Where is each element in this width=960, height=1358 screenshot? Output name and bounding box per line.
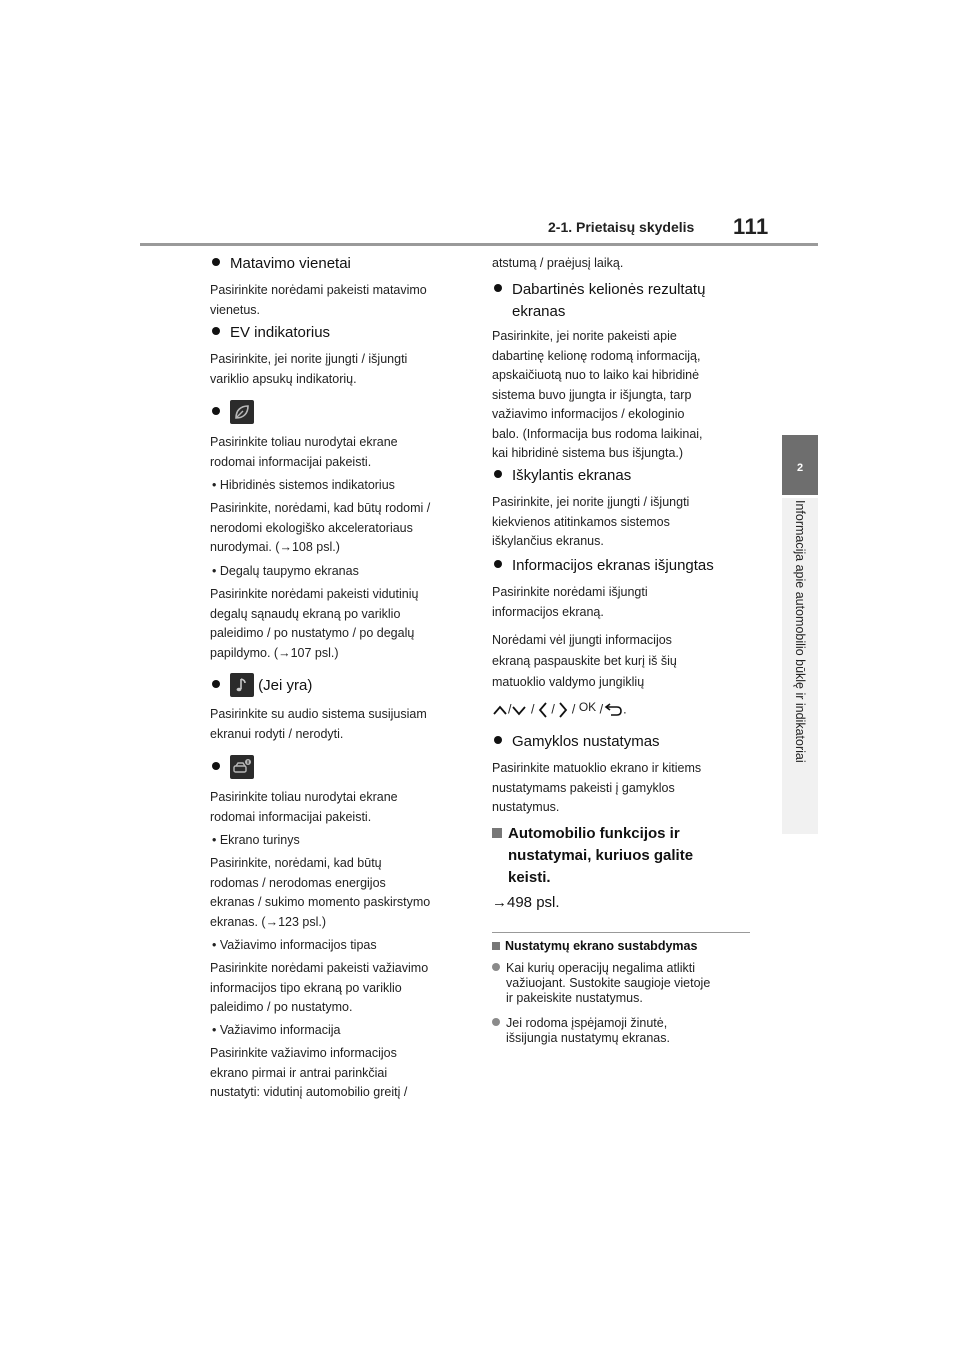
vehicle-text: Pasirinkite toliau nurodytai ekrane rodomai informacijai pakeisti. <box>210 790 398 824</box>
note-item-1: Kai kurių operacijų negalima atlikti važiuojant. Sustokite saugioje vietoje ir pakeiskite nustatymus. <box>492 961 710 1006</box>
off-text: Pasirinkite norėdami išjungti informacijos ekraną. <box>492 585 648 619</box>
bullet-icon <box>212 407 220 415</box>
back-arrow-icon <box>603 703 623 717</box>
drive-type-bullet: • Važiavimo informacijos tipas <box>212 938 377 952</box>
content-text: Pasirinkite, norėdami, kad būtų rodomas / nerodomas energijos ekranas / sukimo momento paskirstymo ekranas. (→123 psl.) <box>210 856 431 929</box>
note-item-2: Jei rodoma įspėjamoji žinutė, išsijungia nustatymų ekranas. <box>492 1016 670 1046</box>
note-rule <box>492 932 750 933</box>
trip-heading: Dabartinės kelionės rezultatų ekranas <box>494 279 705 323</box>
units-heading: Matavimo vienetai <box>212 255 351 272</box>
bullet-icon <box>212 762 220 770</box>
factory-text: Pasirinkite matuoklio ekrano ir kitiems nustatymams pakeisti į gamyklos nustatymus. <box>492 761 702 814</box>
note-heading: Nustatymų ekrano sustabdymas <box>492 939 697 953</box>
bullet-icon <box>212 680 220 688</box>
content-bullet: • Ekrano turinys <box>212 833 300 847</box>
music-note-icon <box>230 673 254 697</box>
drive-info-text: Pasirinkite važiavimo informacijos ekrano pirmai ir antrai parinkčiai nustatyti: vidutinį automobilio greitį / <box>210 1046 408 1099</box>
bullet-icon <box>212 258 220 266</box>
bullet-icon <box>494 736 502 744</box>
eco-leaf-icon <box>230 400 254 424</box>
drive-type-text: Pasirinkite norėdami pakeisti važiavimo informacijos tipo ekraną po variklio paleidimo / po nustatymo. <box>210 961 429 1014</box>
ev-text: Pasirinkite, jei norite įjungti / išjungti variklio apsukų indikatorių. <box>210 352 408 386</box>
eco-text: Pasirinkite toliau nurodytai ekrane rodomai informacijai pakeisti. <box>210 435 398 469</box>
bullet-icon <box>494 560 502 568</box>
fuel-bullet: • Degalų taupymo ekranas <box>212 564 359 578</box>
reenable-text: Norėdami vėl įjungti informacijos ekraną paspauskite bet kurį iš šių matuoklio valdymo jungiklių <box>492 633 677 689</box>
audio-text: Pasirinkite su audio sistema susijusiam ekranui rodyti / nerodyti. <box>210 707 427 741</box>
chevron-left-icon <box>538 701 548 719</box>
drive-info-bullet: • Važiavimo informacija <box>212 1023 341 1037</box>
factory-heading: Gamyklos nustatymas <box>494 733 660 750</box>
control-switches: / / / / OK / . <box>492 701 627 719</box>
hybrid-bullet: • Hibridinės sistemos indikatorius <box>212 478 395 492</box>
vehicle-info-icon <box>230 755 254 779</box>
bullet-icon <box>492 1018 500 1026</box>
ev-heading: EV indikatorius <box>212 324 330 341</box>
square-bullet-icon <box>492 942 500 950</box>
chevron-right-icon <box>558 701 568 719</box>
trip-text: Pasirinkite, jei norite pakeisti apie dabartinę kelionę rodomą informaciją, apskaičiuotą nuo to laiko kai hibridinė sistema buvo įjungta ir išjungta, tarp važiavimo informacijos / ekologinio balo. (Informacija bus rodoma laikinai, kai hibridinė sistema bus išjungta.) <box>492 329 703 460</box>
functions-heading: Automobilio funkcijos ir nustatymai, kuriuos galite keisti. <box>492 823 693 889</box>
section-title: 2-1. Prietaisų skydelis <box>548 219 695 235</box>
page-number: 111 <box>733 214 769 239</box>
chevron-up-icon <box>492 704 508 716</box>
hybrid-text: Pasirinkite, norėdami, kad būtų rodomi / nerodomi ekologiško akceleratoriaus nurodymai. (→108 psl.) <box>210 501 431 554</box>
units-text: Pasirinkite norėdami pakeisti matavimo vienetus. <box>210 283 427 317</box>
fuel-text: Pasirinkite norėdami pakeisti vidutinių degalų sąnaudų ekraną po variklio paleidimo / po nustatymo / po degalų papildymo. (→107 psl.) <box>210 587 419 660</box>
bullet-icon <box>212 327 220 335</box>
off-heading: Informacijos ekranas išjungtas <box>494 557 714 574</box>
continued-text: atstumą / praėjusį laiką. <box>492 256 624 270</box>
eco-heading <box>212 401 254 425</box>
vehicle-heading <box>212 756 254 780</box>
popup-heading: Iškylantis ekranas <box>494 467 631 484</box>
chevron-down-icon <box>511 704 527 716</box>
bullet-icon <box>494 284 502 292</box>
functions-page-ref: →498 psl. <box>492 894 560 911</box>
bullet-icon <box>492 963 500 971</box>
popup-text: Pasirinkite, jei norite įjungti / išjungti kiekvienos atitinkamos sistemos iškylančius ekranus. <box>492 495 690 548</box>
ok-icon: OK <box>578 700 597 715</box>
chapter-number: 2 <box>796 462 804 474</box>
audio-heading: (Jei yra) <box>212 674 312 698</box>
header-rule <box>140 243 818 246</box>
square-bullet-icon <box>492 828 502 838</box>
bullet-icon <box>494 470 502 478</box>
chapter-tab <box>782 435 818 495</box>
